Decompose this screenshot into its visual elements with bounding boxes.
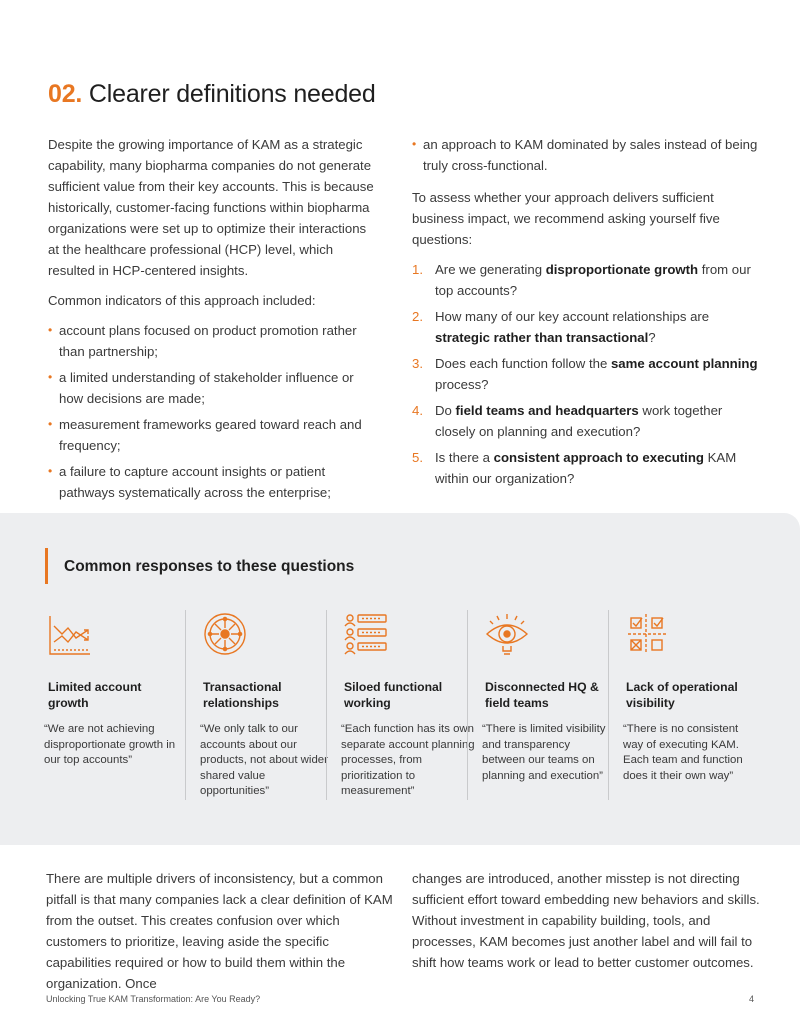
- card-quote: “We are not achieving disproportionate growth in our top accounts”: [44, 723, 176, 767]
- response-card: [185, 610, 326, 800]
- intro-paragraph: Despite the growing importance of KAM as a strategic capability, many biopharma companies do not generate sufficient value from their key accounts. This is because historically, customer-facing functions within biopharma organizations were set up to optimize their interactions at the healthcare professional (HCP) level, which resulted in HCP-centered insights.: [48, 137, 374, 278]
- card-title: Disconnected HQ & field teams: [485, 680, 599, 710]
- page-number: 4: [748, 994, 754, 1004]
- checkbox-grid-icon: [626, 612, 670, 658]
- closing-paragraph-right: changes are introduced, another misstep is not directing sufficient effort toward embedding new behaviors and skills. Without investment in capability building, tools, and processes, KAM becomes just another label and will fail to shift how teams work or lead to better customer outcomes.: [412, 871, 760, 970]
- list-item: 3. Does each function follow the same account planning process?: [412, 356, 758, 392]
- indicators-list: [48, 320, 378, 503]
- bullet-dot-icon: •: [48, 417, 53, 431]
- bullet-dot-icon: •: [48, 464, 53, 478]
- accent-bar: [45, 548, 48, 584]
- card-quote: “Each function has its own separate account planning processes, from prioritization to measurement”: [341, 723, 475, 798]
- card-title: Transactional relationships: [203, 680, 282, 710]
- response-card: [44, 610, 185, 800]
- card-title: Siloed functional working: [344, 680, 443, 710]
- right-column: [412, 134, 762, 494]
- card-quote: “There is limited visibility and transparency between our teams on planning and execution”: [482, 723, 606, 782]
- list-item: • measurement frameworks geared toward reach and frequency;: [48, 414, 378, 456]
- card-title: Limited account growth: [48, 680, 142, 710]
- list-item: 2. How many of our key account relationships are strategic rather than transactional?: [412, 309, 710, 345]
- list-item: 1. Are we generating disproportionate growth from our top accounts?: [412, 262, 751, 298]
- questions-intro: To assess whether your approach delivers sufficient business impact, we recommend asking yourself five questions:: [412, 190, 720, 247]
- list-item: • a limited understanding of stakeholder influence or how decisions are made;: [48, 367, 378, 409]
- page-title: [48, 80, 376, 109]
- response-card: [467, 610, 608, 800]
- bullet-dot-icon: •: [48, 370, 53, 384]
- list-item: 4. Do field teams and headquarters work together closely on planning and execution?: [412, 403, 723, 439]
- questions-list: [412, 259, 762, 489]
- closing-paragraph-left: There are multiple drivers of inconsistency, but a common pitfall is that many companies lack a clear definition of KAM from the outset. This creates confusion over which customers to prioritize, leaving aside the specific capabilities required or how to build them within the organization. Once: [46, 871, 393, 991]
- card-quote: “We only talk to our accounts about our products, not about wider shared value opportunities”: [200, 723, 328, 798]
- list-item: • an approach to KAM dominated by sales instead of being truly cross-functional.: [412, 134, 762, 176]
- left-column: [48, 134, 378, 508]
- growth-chart-icon: [48, 612, 92, 658]
- list-item: 5. Is there a consistent approach to executing KAM within our organization?: [412, 450, 737, 486]
- bullet-dot-icon: •: [48, 323, 53, 337]
- response-card: [326, 610, 475, 800]
- responses-title: Common responses to these questions: [64, 558, 355, 575]
- card-quote: “There is no consistent way of executing KAM. Each team and function does it their own way”: [623, 723, 743, 782]
- eye-lightbulb-icon: [485, 612, 529, 658]
- bullet-dot-icon: •: [412, 137, 417, 151]
- list-item: • a failure to capture account insights or patient pathways systematically across the enterprise;: [48, 461, 378, 503]
- indicators-intro: Common indicators of this approach included:: [48, 293, 316, 308]
- circuit-dial-icon: [203, 612, 247, 658]
- response-card: [608, 610, 749, 800]
- responses-cards: [44, 610, 764, 800]
- list-item: • account plans focused on product promotion rather than partnership;: [48, 320, 378, 362]
- card-title: Lack of operational visibility: [626, 680, 738, 710]
- footer-title: Unlocking True KAM Transformation: Are You Ready?: [46, 994, 261, 1004]
- indicators-list-continued: [412, 134, 762, 176]
- section-title: Clearer definitions needed: [82, 80, 376, 108]
- section-number: 02.: [48, 80, 83, 108]
- siloed-people-icon: [344, 612, 388, 658]
